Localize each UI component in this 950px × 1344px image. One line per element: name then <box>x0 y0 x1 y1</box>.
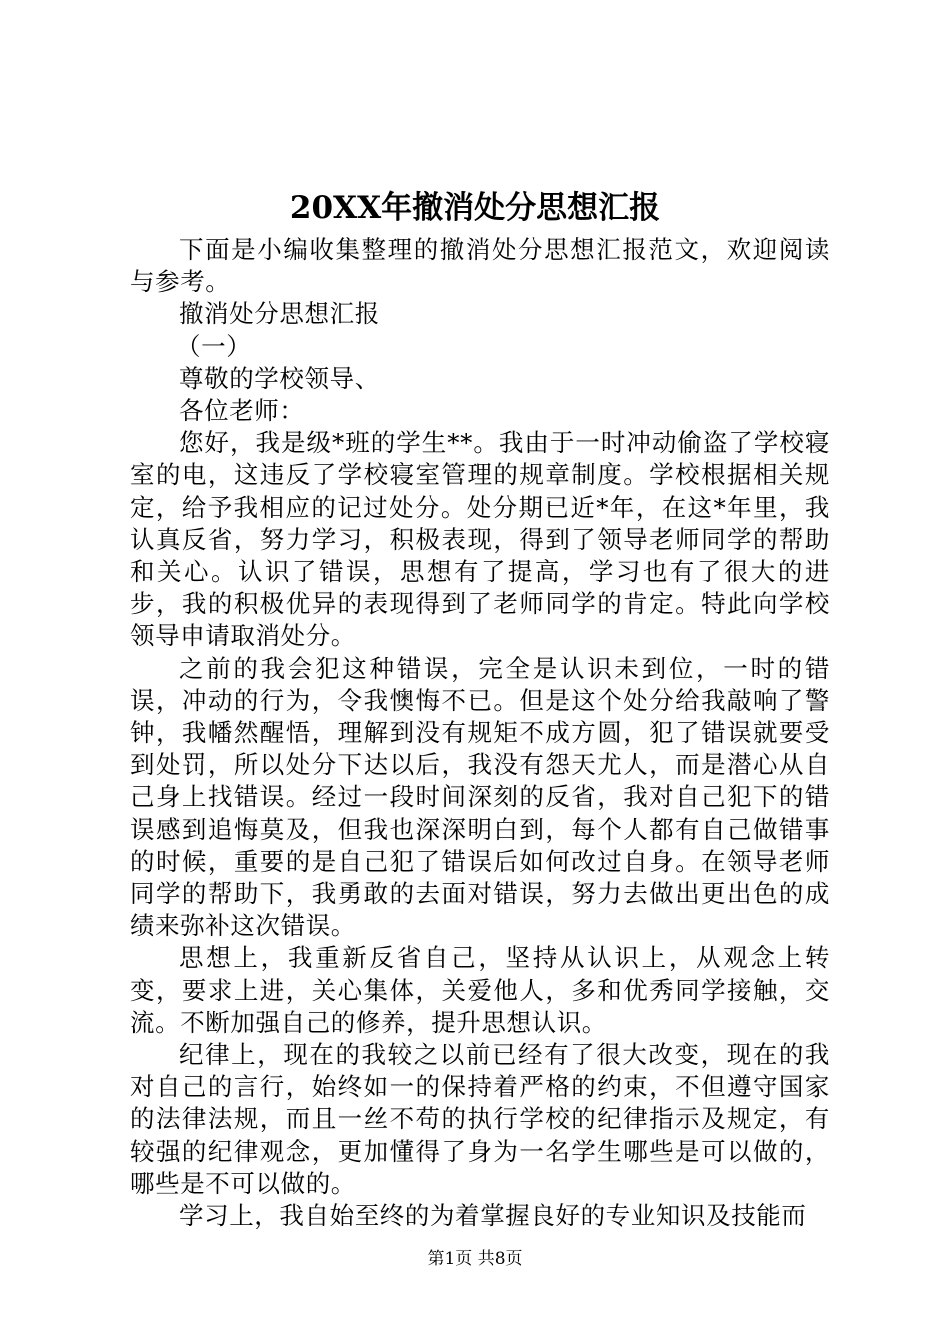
body-paragraph: 思想上，我重新反省自己，坚持从认识上，从观念上转变，要求上进，关心集体，关爱他人，多和优秀同学接触，交流。不断加强自己的修养，提升思想认识。 <box>130 943 830 1037</box>
salutation-line-2: 各位老师： <box>179 396 305 426</box>
body-paragraph: 学习上，我自始至终的为着掌握良好的专业知识及技能而 <box>179 1201 807 1231</box>
body-paragraph: 纪律上，现在的我较之以前已经有了很大改变，现在的我对自己的言行，始终如一的保持着严格的约束，不但遵守国家的法律法规，而且一丝不苟的执行学校的纪律指示及规定，有较强的纪律观念，更加懂得了身为一名学生哪些是可以做的，哪些是不可以做的。 <box>130 1040 830 1198</box>
salutation-line-1: 尊敬的学校领导、 <box>179 363 380 393</box>
page-footer: 第1页 共8页 <box>427 1249 523 1269</box>
document-title: 20XX年撤消处分思想汇报 <box>289 190 661 226</box>
section-heading: 撤消处分思想汇报 <box>179 299 380 329</box>
document-body <box>130 234 830 1232</box>
section-number: （一） <box>176 331 252 361</box>
body-paragraph: 您好，我是级*班的学生**。我由于一时冲动偷盗了学校寝室的电，这违反了学校寝室管理的规章制度。学校根据相关规定，给予我相应的记过处分。处分期已近*年，在这*年里，我认真反省，努力学习，积极表现，得到了领导老师同学的帮助和关心。认识了错误，思想有了提高，学习也有了很大的进步，我的积极优异的表现得到了老师同学的肯定。特此向学校领导申请取消处分。 <box>130 428 830 651</box>
intro-paragraph: 下面是小编收集整理的撤消处分思想汇报范文，欢迎阅读与参考。 <box>130 235 830 297</box>
body-paragraph: 之前的我会犯这种错误，完全是认识未到位，一时的错误，冲动的行为，令我懊悔不已。但是这个处分给我敲响了警钟，我幡然醒悟，理解到没有规矩不成方圆，犯了错误就要受到处罚，所以处分下达以后，我没有怨天尤人，而是潜心从自己身上找错误。经过一段时间深刻的反省，我对自己犯下的错误感到追悔莫及，但我也深深明白到，每个人都有自己做错事的时候，重要的是自己犯了错误后如何改过自身。在领导老师同学的帮助下，我勇敢的去面对错误，努力去做出更出色的成绩来弥补这次错误。 <box>130 653 830 941</box>
